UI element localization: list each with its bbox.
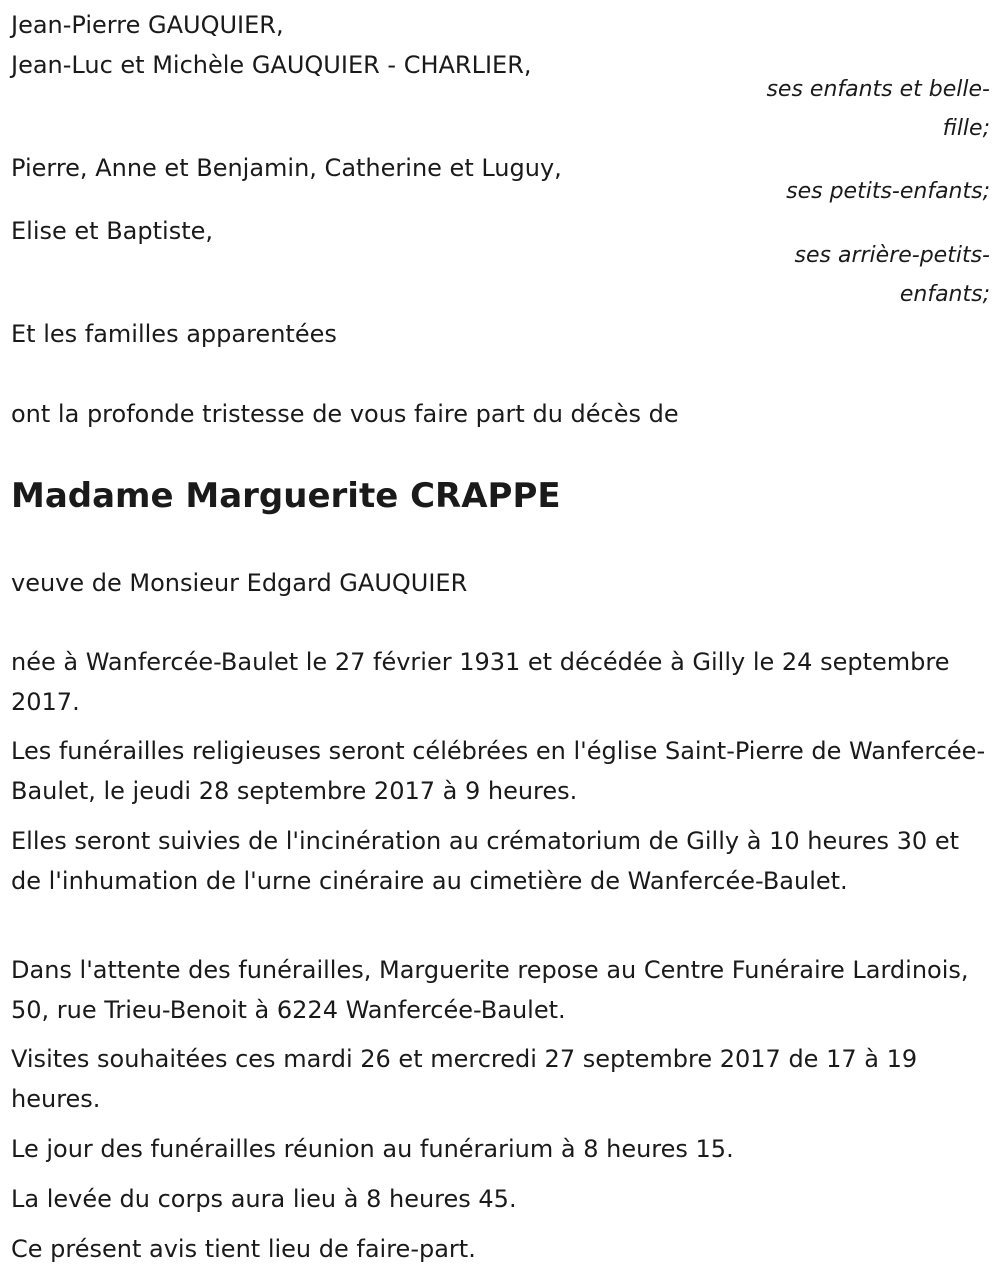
relationship-label: ses petits-enfants; [786, 179, 990, 204]
family-member-line: Et les familles apparentées [11, 320, 337, 348]
cremation-paragraph: Elles seront suivies de l'incinération au crématorium de Gilly à 10 heures 30 et de l'inhumation de l'urne cinéraire au cimetière de Wanfercée-Baulet. [11, 827, 959, 895]
family-member-line: Jean-Pierre GAUQUIER, [11, 11, 284, 39]
closing-note: Ce présent avis tient lieu de faire-part. [11, 1235, 476, 1263]
gathering-paragraph: Le jour des funérailles réunion au funérarium à 8 heures 15. [11, 1135, 734, 1163]
announcement-text: ont la profonde tristesse de vous faire part du décès de [11, 400, 679, 428]
family-member-line: Jean-Luc et Michèle GAUQUIER - CHARLIER, [11, 51, 532, 79]
deceased-name: Madame Marguerite CRAPPE [11, 476, 561, 516]
deceased-relation: veuve de Monsieur Edgard GAUQUIER [11, 569, 468, 597]
visiting-hours-paragraph: Visites souhaitées ces mardi 26 et mercredi 27 septembre 2017 de 17 à 19 heures. [11, 1045, 918, 1113]
departure-paragraph: La levée du corps aura lieu à 8 heures 45. [11, 1185, 517, 1213]
funeral-service-paragraph: Les funérailles religieuses seront célébrées en l'église Saint-Pierre de Wanfercée-Baulet, le jeudi 28 septembre 2017 à 9 heures. [11, 737, 986, 805]
family-member-line: Pierre, Anne et Benjamin, Catherine et Luguy, [11, 154, 562, 182]
relationship-label: ses enfants et belle-fille; [766, 77, 990, 141]
birth-death-paragraph: née à Wanfercée-Baulet le 27 février 1931 et décédée à Gilly le 24 septembre 2017. [11, 648, 950, 716]
resting-place-paragraph: Dans l'attente des funérailles, Marguerite repose au Centre Funéraire Lardinois, 50, rue Trieu-Benoit à 6224 Wanfercée-Baulet. [11, 956, 969, 1024]
family-member-line: Elise et Baptiste, [11, 217, 213, 245]
relationship-label: ses arrière-petits-enfants; [794, 243, 990, 307]
